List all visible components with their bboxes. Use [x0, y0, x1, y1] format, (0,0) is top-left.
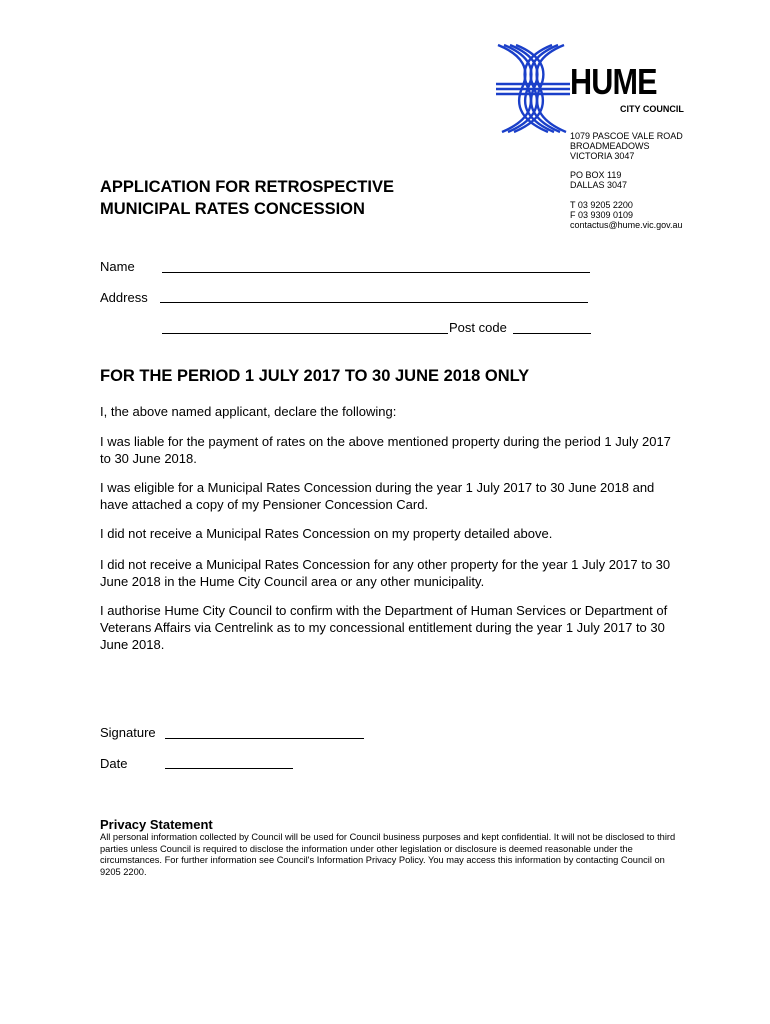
contact-email: contactus@hume.vic.gov.au	[570, 220, 683, 230]
postcode-field[interactable]	[513, 333, 591, 334]
hume-logo-mark-icon	[490, 40, 570, 135]
declaration-intro: I, the above named applicant, declare the following:	[100, 404, 397, 419]
date-label: Date	[100, 756, 128, 771]
declaration-item: I was liable for the payment of rates on the above mentioned property during the period 1 July 2017 to 30 June 2018.	[100, 434, 671, 466]
po-box-address	[570, 170, 627, 190]
declaration-item: I did not receive a Municipal Rates Concession on my property detailed above.	[100, 526, 553, 541]
logo-wordmark: HUME	[570, 61, 657, 102]
name-label: Name	[100, 259, 135, 274]
privacy-heading: Privacy Statement	[100, 817, 213, 832]
address-field-line-2[interactable]	[162, 333, 448, 334]
address-line: VICTORIA 3047	[570, 151, 635, 161]
address-field-line-1[interactable]	[160, 302, 588, 303]
po-box-line: DALLAS 3047	[570, 180, 628, 190]
hume-city-council-logo	[490, 40, 690, 120]
po-box-line: PO BOX 119	[570, 170, 622, 180]
privacy-text: All personal information collected by Council will be used for Council business purposes and kept confidential. It will not be disclosed to third parties unless Council is required to disclose the information under other legislation or disclosure is deemed reasonable under the circumstances. For further information see Council's Information Privacy Policy. You may access this information by contacting Council on 9205 2200.	[100, 832, 676, 877]
postcode-label: Post code	[449, 320, 507, 335]
declaration-item: I did not receive a Municipal Rates Concession for any other property for the year 1 July 2017 to 30 June 2018 in the Hume City Council area or any other municipality.	[100, 557, 671, 589]
address-label: Address	[100, 290, 148, 305]
logo-subtitle: CITY COUNCIL	[620, 104, 684, 114]
declaration-item: I was eligible for a Municipal Rates Concession during the year 1 July 2017 to 30 June 2018 and have attached a copy of my Pensioner Concession Card.	[100, 480, 655, 512]
title-line: MUNICIPAL RATES CONCESSION	[100, 200, 365, 218]
address-line: 1079 PASCOE VALE ROAD	[570, 131, 683, 141]
fax-number: F 03 9309 0109	[570, 210, 634, 220]
date-field[interactable]	[165, 768, 293, 769]
contact-details	[570, 200, 683, 230]
form-title	[100, 176, 394, 220]
signature-field[interactable]	[165, 738, 364, 739]
name-field[interactable]	[162, 272, 590, 273]
title-line: APPLICATION FOR RETROSPECTIVE	[100, 178, 394, 196]
street-address	[570, 131, 683, 161]
address-line: BROADMEADOWS	[570, 141, 650, 151]
period-heading: FOR THE PERIOD 1 JULY 2017 TO 30 JUNE 2018 ONLY	[100, 367, 530, 385]
declaration-item: I authorise Hume City Council to confirm with the Department of Human Services or Department of Veterans Affairs via Centrelink as to my concessional entitlement during the year 1 July 2017 to 30 June 2018.	[100, 603, 668, 652]
phone-number: T 03 9205 2200	[570, 200, 633, 210]
signature-label: Signature	[100, 725, 156, 740]
